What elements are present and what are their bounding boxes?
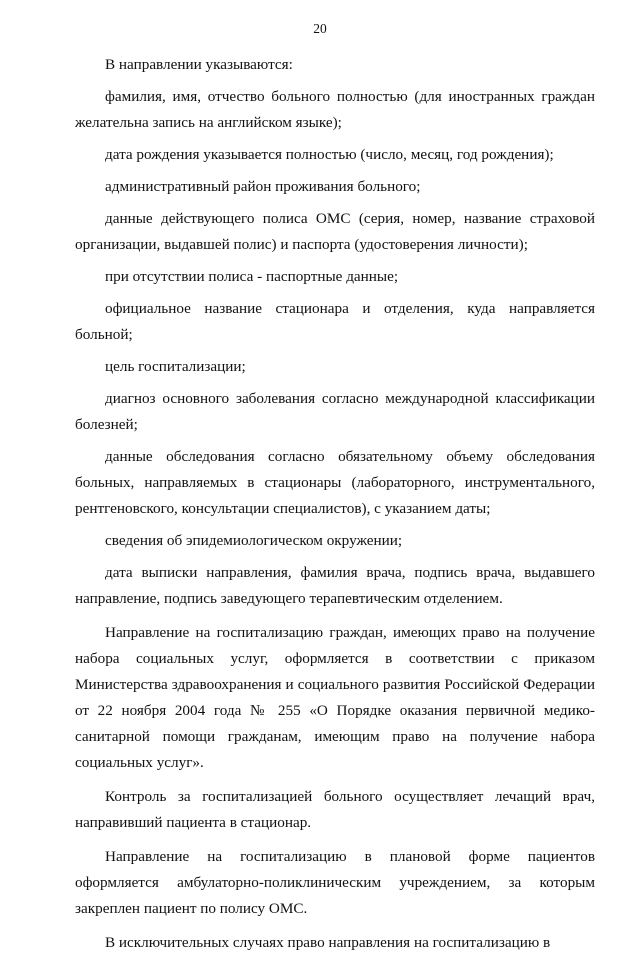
paragraph-intro: В направлении указываются: xyxy=(105,56,293,73)
paragraph-epidemiology: сведения об эпидемиологическом окружении; xyxy=(105,532,403,549)
paragraph-fullname: фамилия, имя, отчество больного полностью (для иностранных граждан желательна запись на английском языке); xyxy=(75,88,595,131)
paragraph-control: Контроль за госпитализацией больного осуществляет лечащий врач, направивший пациента в стационар. xyxy=(75,788,595,831)
page-number: 20 xyxy=(313,21,327,36)
paragraph-planned: Направление на госпитализацию в плановой форме пациентов оформляется амбулаторно-поликлиническим учреждением, за которым закреплен пациент по полису ОМС. xyxy=(75,848,595,917)
paragraph-exceptional: В исключительных случаях право направления на госпитализацию в xyxy=(105,934,551,951)
paragraph-diagnosis: диагноз основного заболевания согласно международной классификации болезней; xyxy=(75,390,595,433)
paragraph-hospital-name: официальное название стационара и отделения, куда направляется больной; xyxy=(75,300,595,343)
paragraph-social-services: Направление на госпитализацию граждан, имеющих право на получение набора социальных услуг, оформляется в соответствии с приказом Министерства здравоохранения и социального развития Российской Федерации от 22 ноября 2004 года № 255 «О Порядке оказания первичной медико-санитарной помощи гражданам, имеющим право на получение набора социальных услуг». xyxy=(75,624,595,771)
paragraph-birthdate: дата рождения указывается полностью (число, месяц, год рождения); xyxy=(105,146,554,163)
document-body xyxy=(75,52,595,962)
paragraph-no-policy: при отсутствии полиса - паспортные данные; xyxy=(105,268,399,285)
paragraph-signatures: дата выписки направления, фамилия врача, подпись врача, выдавшего направление, подпись заведующего терапевтическим отделением. xyxy=(75,564,595,607)
paragraph-examination: данные обследования согласно обязательному объему обследования больных, направляемых в стационары (лабораторного, инструментального, рентгеновского, консультации специалистов), с указанием даты; xyxy=(75,448,595,517)
paragraph-purpose: цель госпитализации; xyxy=(105,358,246,375)
paragraph-policy: данные действующего полиса ОМС (серия, номер, название страховой организации, выдавшей полис) и паспорта (удостоверения личности); xyxy=(75,210,595,253)
paragraph-district: административный район проживания больного; xyxy=(105,178,421,195)
